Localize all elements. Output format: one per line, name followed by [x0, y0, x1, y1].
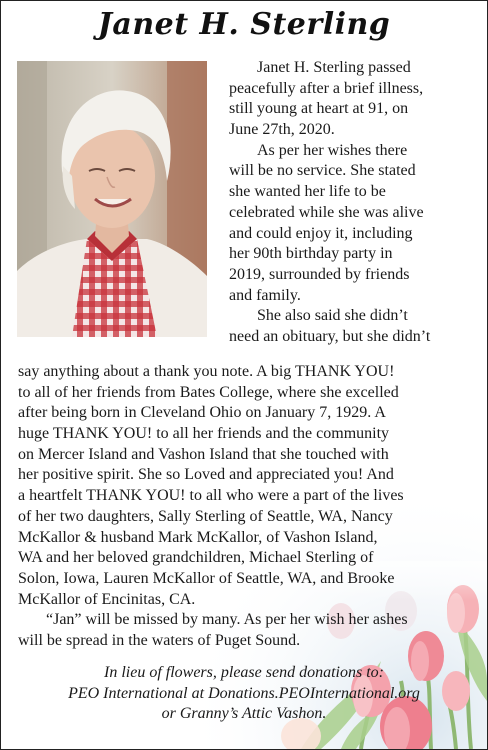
text-line: of her two daughters, Sally Sterling of Seattle, WA, Nancy: [18, 507, 393, 525]
donation-note: [1, 663, 487, 725]
obituary-text-body: [18, 362, 408, 652]
text-line: will be spread in the waters of Puget Sound.: [18, 631, 301, 649]
text-line: and family.: [229, 286, 301, 304]
portrait-photo: [17, 61, 207, 337]
text-line: peacefully after a brief illness,: [229, 79, 424, 97]
text-line: her positive spirit. She so Loved and appreciated you! And: [18, 466, 394, 484]
text-line: a heartfelt THANK YOU! to all who were a part of the lives: [18, 487, 404, 505]
text-line: huge THANK YOU! to all her friends and the community: [18, 425, 390, 443]
donation-line: PEO International at Donations.PEOInternational.org: [68, 684, 420, 702]
text-line: say anything about a thank you note. A big THANK YOU!: [18, 363, 395, 380]
text-line: McKallor of Encinitas, CA.: [18, 590, 196, 608]
text-line: Solon, Iowa, Lauren McKallor of Seattle, WA, and Brooke: [18, 569, 395, 587]
text-line: McKallor & husband Mark McKallor, of Vashon Island,: [18, 528, 378, 546]
text-line: WA and her beloved grandchildren, Michael Sterling of: [18, 549, 374, 567]
text-line: As per her wishes there: [257, 141, 408, 159]
text-line: and could enjoy it, including: [229, 224, 413, 242]
text-line: on Mercer Island and Vashon Island that she touched with: [18, 445, 389, 463]
text-line: June 27th, 2020.: [229, 121, 335, 139]
text-line: after being born in Cleveland Ohio on January 7, 1929. A: [18, 404, 386, 422]
text-line: celebrated while she was alive: [229, 203, 424, 221]
text-line: She also said she didn’t: [257, 307, 408, 325]
deceased-name-heading: Janet H. Sterling: [97, 7, 391, 42]
text-line: her 90th birthday party in: [229, 245, 393, 263]
text-line: need an obituary, but she didn’t: [229, 327, 431, 345]
donation-line: or Granny’s Attic Vashon.: [161, 705, 327, 723]
text-line: Janet H. Sterling passed: [257, 59, 411, 76]
donation-line: In lieu of flowers, please send donations to:: [104, 664, 384, 681]
text-line: still young at heart at 91, on: [229, 100, 409, 118]
text-line: “Jan” will be missed by many. As per her wish her ashes: [46, 611, 408, 629]
text-line: to all of her friends from Bates College, where she excelled: [18, 383, 399, 401]
text-line: she wanted her life to be: [229, 183, 386, 201]
text-line: will be no service. She stated: [229, 162, 416, 180]
obituary-text-column: [229, 58, 430, 348]
text-line: 2019, surrounded by friends: [229, 265, 410, 283]
